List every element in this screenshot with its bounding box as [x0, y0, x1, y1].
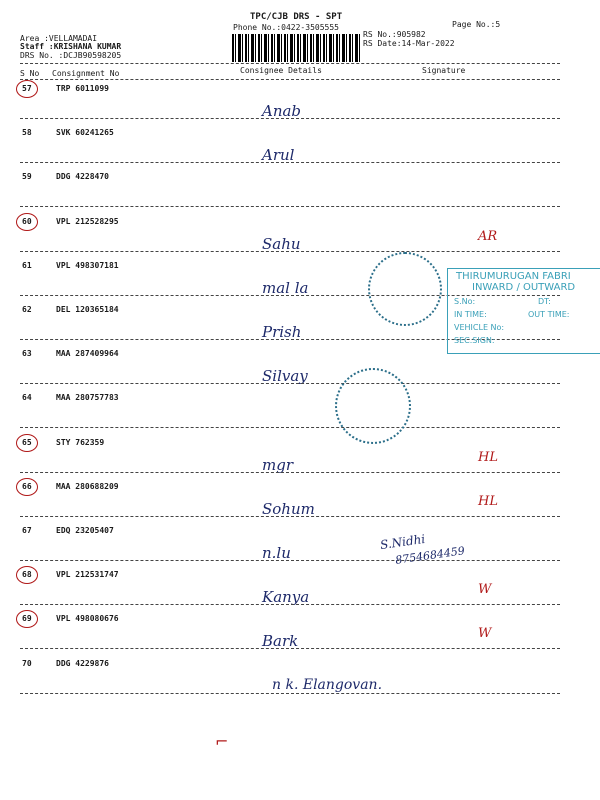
- row-circle-mark: [16, 213, 38, 231]
- row-consignment: MAA 280757783: [56, 393, 119, 403]
- barcode: [232, 34, 360, 62]
- phone-number: Phone No.:0422-3505555: [233, 23, 339, 32]
- row-receiver-signature: n.lu: [262, 544, 291, 562]
- round-seal-1: [368, 252, 442, 326]
- row-consignment: SVK 60241265: [56, 128, 114, 138]
- row-circle-mark: [16, 478, 38, 496]
- row-consignment: DEL 120365184: [56, 305, 119, 314]
- row-divider: [20, 516, 560, 517]
- row-consignment: STY 762359: [56, 437, 105, 447]
- row-sno: 69: [22, 614, 32, 624]
- row-sno: 57: [22, 84, 32, 93]
- row-divider: [20, 162, 560, 163]
- column-header-consignee: Consignee Details: [240, 66, 322, 75]
- row-sno: 59: [22, 172, 32, 182]
- row-remark: W: [478, 626, 492, 642]
- round-seal-2: [335, 368, 411, 444]
- row-remark: W: [478, 582, 492, 598]
- row-remark: HL: [478, 493, 498, 509]
- row-receiver-signature: n k. Elangovan.: [272, 676, 383, 693]
- staff-field: Staff :KRISHANA KUMAR: [20, 42, 122, 51]
- row-sno: 66: [22, 481, 32, 491]
- row-receiver-signature: Sahu: [262, 234, 301, 253]
- stamp-dt: DT:: [538, 297, 551, 306]
- row67-phone-note: 8754684459: [394, 544, 466, 567]
- row-divider: [20, 427, 560, 428]
- row-sno: 61: [22, 260, 32, 270]
- row-consignment: TRP 6011099: [56, 84, 109, 93]
- row-consignment: VPL 498080676: [56, 614, 119, 624]
- row-consignment: DDG 4228470: [56, 172, 109, 182]
- row-divider: [20, 118, 560, 119]
- stamp-sec-sign: SEC.SIGN:: [454, 336, 495, 345]
- column-header-signature: Signature: [422, 66, 466, 75]
- row-receiver-signature: Prish: [262, 323, 302, 341]
- stamp-out-time: OUT TIME:: [528, 310, 570, 319]
- row-circle-mark: [16, 566, 38, 584]
- row-divider: [20, 251, 560, 252]
- header-divider: [20, 63, 560, 64]
- row-divider: [20, 648, 560, 649]
- row-divider: [20, 206, 560, 207]
- row-remark: HL: [478, 449, 498, 465]
- stamp-vehicle: VEHICLE No:: [454, 323, 505, 332]
- row-receiver-signature: mal la: [262, 278, 309, 297]
- row-divider: [20, 472, 560, 473]
- column-divider: [20, 79, 560, 80]
- column-header-consignment: Consignment No: [52, 69, 120, 78]
- stamp-sno: S.No:: [454, 297, 476, 306]
- page-number: Page No.:5: [452, 20, 501, 29]
- rs-date: RS Date:14-Mar-2022: [363, 39, 455, 48]
- row-sno: 67: [22, 526, 32, 535]
- row-sno: 68: [22, 570, 32, 580]
- rs-number: RS No.:905982: [363, 30, 426, 39]
- stamp-in-time: IN TIME:: [454, 310, 487, 319]
- row-divider: [20, 693, 560, 694]
- row-consignment: EDQ 23205407: [56, 526, 114, 535]
- row-divider: [20, 560, 560, 561]
- row-sno: 64: [22, 393, 32, 403]
- stamp-company: THIRUMURUGAN FABRI: [456, 271, 571, 282]
- row-consignment: VPL 212528295: [56, 216, 119, 226]
- row-consignment: DDG 4229876: [56, 658, 109, 668]
- row-consignment: MAA 280688209: [56, 481, 119, 491]
- row-sno: 58: [22, 128, 32, 138]
- row-circle-mark: [16, 80, 38, 98]
- row67-receiver-note: S.Nidhi: [379, 531, 426, 553]
- row-circle-mark: [16, 610, 38, 628]
- row-receiver-signature: Sohum: [262, 499, 315, 518]
- row-divider: [20, 383, 560, 384]
- row-remark: AR: [478, 228, 498, 244]
- row-divider: [20, 604, 560, 605]
- row-sno: 65: [22, 437, 32, 447]
- row-consignment: MAA 287409964: [56, 349, 119, 359]
- row-sno: 63: [22, 349, 32, 359]
- row-sno: 60: [22, 216, 32, 226]
- drs-number: DRS No. :DCJB90598205: [20, 51, 122, 60]
- row-receiver-signature: Arul: [262, 146, 295, 165]
- document-title: TPC/CJB DRS - SPT: [250, 12, 343, 22]
- row-receiver-signature: Bark: [262, 632, 299, 651]
- row-receiver-signature: Silvay: [262, 367, 308, 386]
- red-tick-mark: ⌐: [215, 732, 229, 751]
- row-consignment: VPL 212531747: [56, 570, 119, 580]
- row-sno: 70: [22, 658, 32, 668]
- row-consignment: VPL 498307181: [56, 260, 119, 270]
- area-field: Area :VELLAMADAI: [20, 34, 98, 43]
- stamp-inward: INWARD / OUTWARD: [472, 282, 576, 293]
- row-receiver-signature: Anab: [262, 102, 302, 120]
- inward-outward-stamp: [447, 268, 600, 354]
- row-receiver-signature: mgr: [262, 455, 293, 474]
- row-circle-mark: [16, 434, 38, 452]
- column-header-sno: S No: [20, 69, 40, 78]
- row-sno: 62: [22, 305, 32, 314]
- row-receiver-signature: Kanya: [262, 588, 310, 607]
